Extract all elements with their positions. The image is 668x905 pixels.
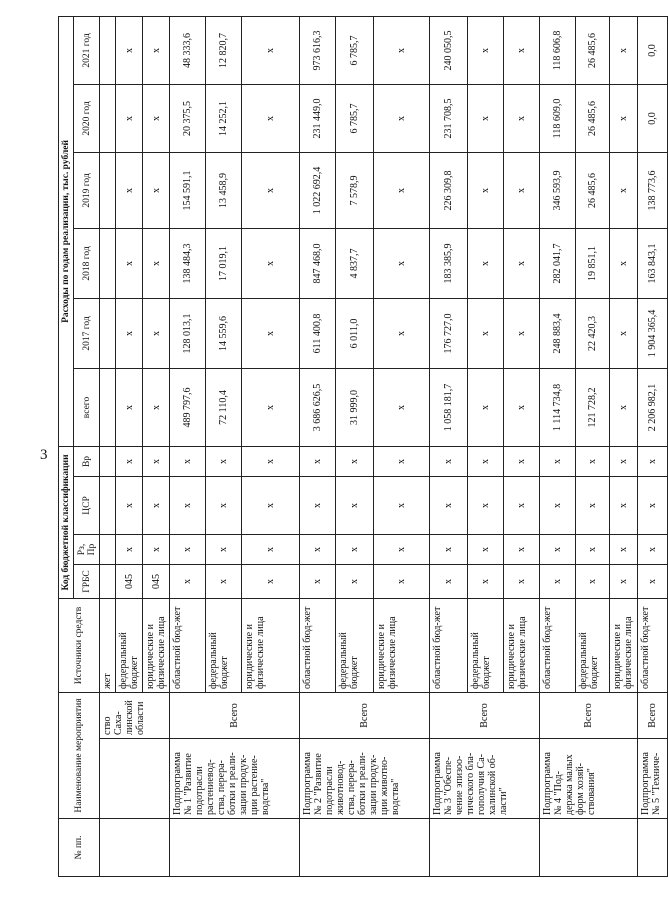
- cell-year: х: [504, 84, 540, 152]
- cell-source: федеральный бюджет: [336, 599, 374, 693]
- cell-year: [100, 228, 116, 298]
- cell-year: х: [143, 16, 170, 84]
- cell-vr: х: [430, 446, 468, 476]
- cell-year: 231 708,5: [430, 84, 468, 152]
- table-row: [638, 16, 668, 876]
- cell-total: 1 114 734,8: [540, 368, 576, 446]
- header-expense-group: Расходы по годам реализации, тыс. рублей: [59, 16, 74, 446]
- cell-source: юридические и физические лица: [242, 599, 300, 693]
- cell-csr: х: [143, 477, 170, 535]
- cell-year: 346 593,9: [540, 152, 576, 228]
- cell-source: жет: [100, 599, 116, 693]
- cell-grbs: х: [468, 565, 504, 599]
- cell-vr: х: [242, 446, 300, 476]
- header-year: 2021 год: [74, 16, 100, 84]
- cell-year: х: [468, 152, 504, 228]
- cell-year: х: [504, 152, 540, 228]
- cell-year: [100, 16, 116, 84]
- cell-csr: х: [610, 477, 638, 535]
- cell-year: х: [374, 152, 430, 228]
- cell-grbs: 045: [116, 565, 143, 599]
- cell-vr: х: [300, 446, 336, 476]
- cell-year: 154 591,1: [170, 152, 206, 228]
- cell-grbs: х: [504, 565, 540, 599]
- cell-grbs: х: [638, 565, 668, 599]
- cell-year: 128 013,1: [170, 298, 206, 368]
- cell-year: х: [242, 228, 300, 298]
- cell-total: 2 206 982,1: [638, 368, 668, 446]
- cell-year: х: [468, 228, 504, 298]
- cell-year: 611 400,8: [300, 298, 336, 368]
- cell-vr: х: [336, 446, 374, 476]
- cell-grbs: х: [242, 565, 300, 599]
- cell-year: 240 050,5: [430, 16, 468, 84]
- cell-year: 0,0: [638, 16, 668, 84]
- cell-year: х: [374, 84, 430, 152]
- cell-year: 847 468,0: [300, 228, 336, 298]
- cell-rzpr: х: [374, 535, 430, 565]
- cell-year: 7 578,9: [336, 152, 374, 228]
- cell-year: х: [143, 228, 170, 298]
- cell-source: федеральный бюджет: [116, 599, 143, 693]
- cell-year: 183 385,9: [430, 228, 468, 298]
- cell-event: [100, 739, 170, 819]
- cell-total: 121 728,2: [576, 368, 610, 446]
- cell-source: федеральный бюджет: [576, 599, 610, 693]
- cell-vr: х: [504, 446, 540, 476]
- cell-year: х: [504, 298, 540, 368]
- cell-num: [540, 819, 638, 877]
- cell-year: 231 449,0: [300, 84, 336, 152]
- cell-csr: х: [504, 477, 540, 535]
- cell-total: 489 797,6: [170, 368, 206, 446]
- header-year: 2020 год: [74, 84, 100, 152]
- header-vr: Вр: [74, 446, 100, 476]
- cell-vr: х: [116, 446, 143, 476]
- cell-year: х: [143, 152, 170, 228]
- cell-event: Подпрограмма № 1 "Развитие подотрасли растениевод-ства, перера-ботки и реали-зации продук-ции растение-водства": [170, 739, 300, 819]
- cell-year: х: [116, 84, 143, 152]
- cell-vr: х: [638, 446, 668, 476]
- cell-year: х: [610, 84, 638, 152]
- cell-year: 118 606,8: [540, 16, 576, 84]
- cell-rzpr: х: [300, 535, 336, 565]
- page-number: 3: [40, 447, 48, 463]
- cell-total: 31 999,0: [336, 368, 374, 446]
- cell-year: 12 820,7: [206, 16, 242, 84]
- cell-year: х: [116, 298, 143, 368]
- cell-year: 14 252,1: [206, 84, 242, 152]
- cell-vr: х: [610, 446, 638, 476]
- cell-csr: х: [170, 477, 206, 535]
- cell-csr: х: [468, 477, 504, 535]
- cell-year: 4 837,7: [336, 228, 374, 298]
- cell-year: х: [610, 152, 638, 228]
- cell-event: Подпрограмма № 4 "Под-держка малых форм хозяй-ствования": [540, 739, 638, 819]
- cell-rzpr: х: [504, 535, 540, 565]
- cell-scope: Всего: [300, 693, 430, 739]
- cell-year: 118 609,0: [540, 84, 576, 152]
- cell-rzpr: х: [430, 535, 468, 565]
- cell-year: х: [242, 84, 300, 152]
- header-csr: ЦСР: [74, 477, 100, 535]
- cell-grbs: 045: [143, 565, 170, 599]
- cell-csr: х: [300, 477, 336, 535]
- cell-csr: х: [638, 477, 668, 535]
- cell-total: 1 058 181,7: [430, 368, 468, 446]
- cell-year: 163 843,1: [638, 228, 668, 298]
- cell-source: федеральный бюджет: [206, 599, 242, 693]
- cell-csr: х: [540, 477, 576, 535]
- cell-year: х: [374, 228, 430, 298]
- header-year: 2017 год: [74, 298, 100, 368]
- cell-num: [300, 819, 430, 877]
- cell-num: [170, 819, 300, 877]
- cell-total: х: [374, 368, 430, 446]
- cell-total: х: [610, 368, 638, 446]
- cell-vr: х: [143, 446, 170, 476]
- cell-year: 1 904 365,4: [638, 298, 668, 368]
- cell-scope: Всего: [638, 693, 668, 739]
- cell-rzpr: х: [206, 535, 242, 565]
- cell-vr: х: [170, 446, 206, 476]
- cell-rzpr: х: [540, 535, 576, 565]
- cell-total: 3 686 626,5: [300, 368, 336, 446]
- table-row: [540, 16, 576, 876]
- cell-year: 17 019,1: [206, 228, 242, 298]
- cell-year: [100, 84, 116, 152]
- cell-year: [100, 152, 116, 228]
- cell-year: 6 785,7: [336, 84, 374, 152]
- cell-vr: [100, 446, 116, 476]
- cell-vr: х: [576, 446, 610, 476]
- header-code-group: Код бюджетной классификации: [59, 446, 74, 598]
- cell-rzpr: х: [468, 535, 504, 565]
- cell-year: 26 485,6: [576, 152, 610, 228]
- cell-year: [100, 298, 116, 368]
- cell-num: [638, 819, 668, 877]
- cell-grbs: х: [300, 565, 336, 599]
- cell-num: [100, 819, 170, 877]
- cell-year: х: [242, 16, 300, 84]
- cell-year: 26 485,6: [576, 16, 610, 84]
- header-num: № пп.: [59, 819, 100, 877]
- cell-year: х: [610, 298, 638, 368]
- cell-vr: х: [540, 446, 576, 476]
- cell-total: х: [116, 368, 143, 446]
- cell-rzpr: х: [242, 535, 300, 565]
- cell-rzpr: [100, 535, 116, 565]
- header-rzpr: Рз, Пр: [74, 535, 100, 565]
- table-row: [100, 16, 116, 876]
- cell-year: х: [143, 84, 170, 152]
- cell-year: х: [468, 84, 504, 152]
- cell-grbs: [100, 565, 116, 599]
- cell-year: х: [143, 298, 170, 368]
- cell-year: 138 773,6: [638, 152, 668, 228]
- cell-source: юридические и физические лица: [374, 599, 430, 693]
- table-row: [300, 16, 336, 876]
- cell-rzpr: х: [336, 535, 374, 565]
- cell-scope: Всего: [540, 693, 638, 739]
- cell-vr: х: [206, 446, 242, 476]
- header-grbs: ГРБС: [74, 565, 100, 599]
- header-year: 2019 год: [74, 152, 100, 228]
- cell-grbs: х: [576, 565, 610, 599]
- cell-grbs: х: [540, 565, 576, 599]
- cell-year: 282 041,7: [540, 228, 576, 298]
- cell-grbs: х: [336, 565, 374, 599]
- cell-year: 6 011,0: [336, 298, 374, 368]
- cell-grbs: х: [170, 565, 206, 599]
- cell-total: 72 110,4: [206, 368, 242, 446]
- cell-year: 226 309,8: [430, 152, 468, 228]
- cell-year: х: [610, 228, 638, 298]
- cell-year: 0,0: [638, 84, 668, 152]
- cell-event: Подпрограмма № 5 "Техниче-: [638, 739, 668, 819]
- cell-vr: х: [374, 446, 430, 476]
- header-source: Источники средств: [59, 599, 100, 693]
- cell-scope: ство Саха-линской области: [100, 693, 170, 739]
- cell-grbs: х: [206, 565, 242, 599]
- cell-num: [430, 819, 540, 877]
- cell-year: 14 559,6: [206, 298, 242, 368]
- budget-table: [58, 16, 668, 877]
- cell-event: Подпрограмма № 2 "Развитие подотрасли животновод-ства, перера-ботки и реали-зации продук-ции животно-водства": [300, 739, 430, 819]
- cell-year: х: [242, 152, 300, 228]
- cell-year: х: [468, 16, 504, 84]
- cell-year: 13 458,9: [206, 152, 242, 228]
- cell-source: юридические и физические лица: [504, 599, 540, 693]
- cell-rzpr: х: [576, 535, 610, 565]
- cell-csr: х: [430, 477, 468, 535]
- cell-year: 26 485,6: [576, 84, 610, 152]
- cell-scope: Всего: [430, 693, 540, 739]
- cell-year: 20 375,5: [170, 84, 206, 152]
- header-total: всего: [74, 368, 100, 446]
- table-row: [170, 16, 206, 876]
- cell-grbs: х: [374, 565, 430, 599]
- cell-year: х: [468, 298, 504, 368]
- cell-year: 19 851,1: [576, 228, 610, 298]
- cell-csr: х: [374, 477, 430, 535]
- cell-rzpr: х: [143, 535, 170, 565]
- cell-year: х: [374, 298, 430, 368]
- cell-total: х: [143, 368, 170, 446]
- cell-year: х: [504, 16, 540, 84]
- cell-year: х: [374, 16, 430, 84]
- cell-year: х: [116, 16, 143, 84]
- cell-grbs: х: [430, 565, 468, 599]
- cell-total: х: [504, 368, 540, 446]
- cell-year: 176 727,0: [430, 298, 468, 368]
- cell-year: х: [242, 298, 300, 368]
- cell-year: х: [610, 16, 638, 84]
- cell-total: х: [468, 368, 504, 446]
- cell-source: областной бюд-жет: [540, 599, 576, 693]
- cell-year: 248 883,4: [540, 298, 576, 368]
- cell-source: юридические и физические лица: [610, 599, 638, 693]
- cell-source: областной бюд-жет: [430, 599, 468, 693]
- header-event: Наименование мероприятия: [59, 693, 100, 819]
- table-row: [430, 16, 468, 876]
- cell-source: областной бюд-жет: [300, 599, 336, 693]
- cell-rzpr: х: [610, 535, 638, 565]
- cell-year: 6 785,7: [336, 16, 374, 84]
- cell-vr: х: [468, 446, 504, 476]
- cell-source: областной бюд-жет: [638, 599, 668, 693]
- cell-csr: [100, 477, 116, 535]
- cell-csr: х: [206, 477, 242, 535]
- cell-total: х: [242, 368, 300, 446]
- cell-rzpr: х: [170, 535, 206, 565]
- cell-rzpr: х: [638, 535, 668, 565]
- cell-csr: х: [336, 477, 374, 535]
- cell-year: 973 616,3: [300, 16, 336, 84]
- cell-event: Подпрограмма № 3 "Обеспе-чение эпизоо-тического бла-гополучия Са-халинской об-ласти": [430, 739, 540, 819]
- cell-year: х: [504, 228, 540, 298]
- cell-year: 1 022 692,4: [300, 152, 336, 228]
- cell-year: 22 420,3: [576, 298, 610, 368]
- cell-csr: х: [116, 477, 143, 535]
- cell-source: юридические и физические лица: [143, 599, 170, 693]
- cell-source: федеральный бюджет: [468, 599, 504, 693]
- rotated-table-container: [58, 17, 662, 877]
- cell-year: 48 333,6: [170, 16, 206, 84]
- cell-year: х: [116, 152, 143, 228]
- cell-rzpr: х: [116, 535, 143, 565]
- cell-total: [100, 368, 116, 446]
- cell-csr: х: [576, 477, 610, 535]
- cell-csr: х: [242, 477, 300, 535]
- cell-year: х: [116, 228, 143, 298]
- cell-scope: Всего: [170, 693, 300, 739]
- cell-grbs: х: [610, 565, 638, 599]
- header-year: 2018 год: [74, 228, 100, 298]
- cell-year: 138 484,3: [170, 228, 206, 298]
- cell-source: областной бюд-жет: [170, 599, 206, 693]
